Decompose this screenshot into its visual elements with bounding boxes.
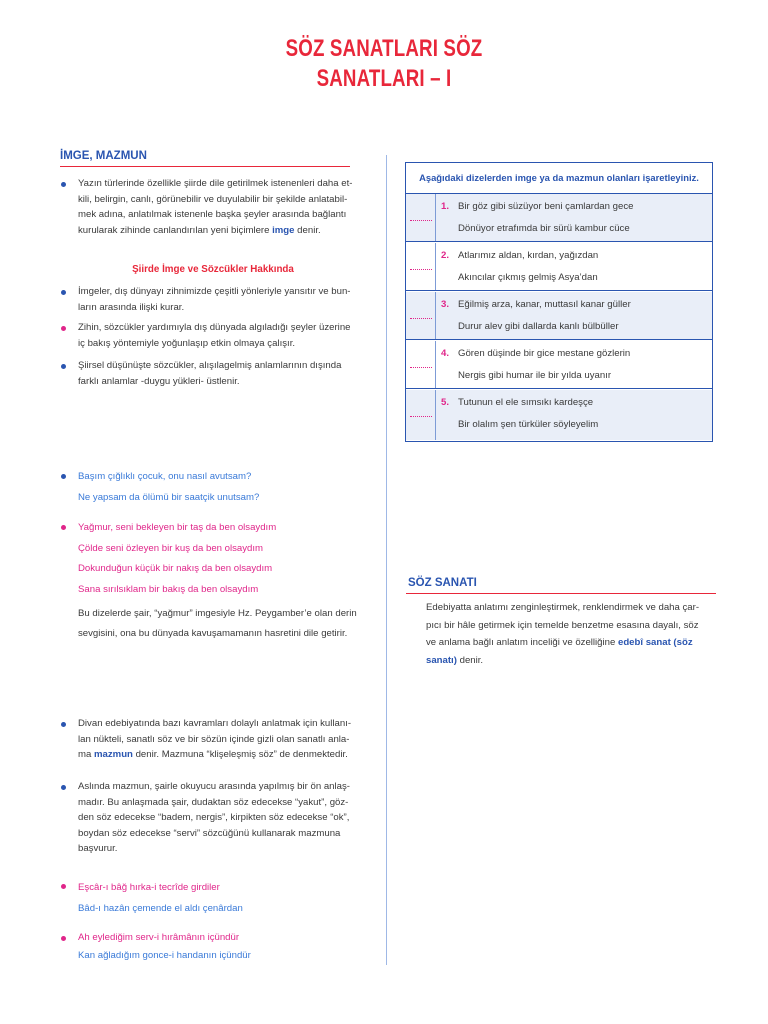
mazmun-definition: Divan edebiyatında bazı kavramları dolaylı anlatmak için kullanı- lan nükteli, sanatlı söz ve bir sözün içinde gizli olan sanatlı anla- ma mazmun denir. Mazmuna “klişeleşmiş söz” de denmektedir. [78, 718, 352, 761]
section-heading-soz-sanati: SÖZ SANATI [408, 577, 477, 589]
point-2: Zihin, sözcükler yardımıyla dış dünyada algıladığı şeyler üzerine iç bakış yöntemiyle yoğunlaşıp etkin olmaya çalışır. [78, 322, 351, 349]
term-edebi-sanat: edebî sanat (söz [617, 637, 693, 648]
point-1: İmgeler, dış dünyayı zihnimizde çeşitli yönleriyle yansıtır ve bun- ların arasında ilişki kurar. [78, 286, 351, 313]
couplet-2: Ah eylediğim serv-i hırâmânın içündür Kan ağladığım gonce-i handanın içündür [78, 932, 251, 961]
exercise-item-5: 5. Tutunun el ele sımsıkı kardeşçe Bir olalım şen türküler söyleyelim [406, 390, 712, 440]
page-title-line-1: SÖZ SANATLARI SÖZ [285, 35, 483, 62]
soz-sanati-definition: Edebiyatta anlatımı zenginleştirmek, renklendirmek ve daha çar- pıcı bir hâle getirmek için temelde benzetme esasına dayalı, söz ve anlama bağlı anlatım inceliği ve özelliğine edebî sanat (söz sanatı) denir. [426, 602, 700, 666]
exercise-item-3: 3. Eğilmiş arza, kanar, muttasıl kanar güller Durur alev gibi dallarda kanlı bülbüller [406, 292, 712, 340]
exercise-item-1: 1. Bir göz gibi süzüyor beni çamlardan gece Dönüyor etrafımda bir sürü kambur cüce [406, 194, 712, 242]
heading-underline [60, 166, 350, 167]
bullet-icon [61, 525, 66, 530]
bullet-icon [61, 474, 66, 479]
column-divider [386, 155, 387, 965]
couplet-1: Eşcâr-ı bâğ hırka-i tecrîde girdiler Bâd-ı hazân çemende el aldı çenârdan [78, 882, 243, 914]
bullet-icon [61, 722, 66, 727]
point-3: Şiirsel düşünüşte sözcükler, alışılagelmiş anlamlarının dışında farklı anlamlar -duygu yükleri- üstlenir. [78, 360, 342, 387]
bullet-icon [61, 290, 66, 295]
exercise-box [405, 162, 713, 442]
page-title-line-2: SANATLARI – I [316, 65, 452, 92]
bullet-icon [61, 326, 66, 331]
mazmun-agreement: Aslında mazmun, şairle okuyucu arasında yapılmış bir ön anlaş- madır. Bu anlaşmada şair, dudaktan söz edecekse “yakut”, göz- den söz edecekse “badem, nergis”, kirpikten söz edecekse “ok”, boydan söz edecekse “servi” sözcüğünü kullanarak mazmuna başvurur. [78, 781, 350, 855]
bullet-icon [61, 936, 66, 941]
answer-blank[interactable] [410, 416, 432, 417]
heading-underline [406, 593, 716, 594]
answer-blank[interactable] [410, 367, 432, 368]
answer-blank[interactable] [410, 318, 432, 319]
section-heading-imge-mazmun: İMGE, MAZMUN [60, 150, 147, 162]
bullet-icon [61, 182, 66, 187]
term-imge: imge [272, 224, 295, 236]
answer-blank[interactable] [410, 220, 432, 221]
exercise-item-2: 2. Atlarımız aldan, kırdan, yağızdan Akıncılar çıkmış gelmiş Asya’dan [406, 243, 712, 291]
poem-explanation: Bu dizelerde şair, “yağmur” imgesiyle Hz. Peygamber’e olan derin sevgisini, ona bu dünyada kavuşamamanın hasretini dile getirir. [78, 608, 357, 639]
term-mazmun: mazmun [94, 749, 133, 761]
exercise-question: Aşağıdaki dizelerden imge ya da mazmun olanları işaretleyiniz. [406, 163, 712, 194]
bullet-icon [61, 364, 66, 369]
subheading-siirde-imge: Şiirde İmge ve Sözcükler Hakkında [132, 264, 294, 275]
bullet-icon [61, 785, 66, 790]
bullet-icon [61, 884, 66, 889]
exercise-item-4: 4. Gören düşinde bir gice mestane gözlerin Nergis gibi humar ile bir yılda uyanır [406, 341, 712, 389]
imge-definition: Yazın türlerinde özellikle şiirde dile getirilmek istenenleri daha et- kili, belirgin, canlı, görünebilir ve duyulabilir bir şekilde anlatabil- mek adına, anlatılmak istenenle başka şeyler arasında bağlantı kurularak zihinde canlandırılan yeni biçimlere imge denir. [78, 178, 353, 236]
poem-1: Başım çığlıklı çocuk, onu nasıl avutsam? Ne yapsam da ölümü bir saatçik unutsam? [78, 471, 260, 503]
poem-2: Yağmur, seni bekleyen bir taş da ben olsaydım Çölde seni özleyen bir kuş da ben olsaydım Dokunduğun küçük bir nakış da ben olsaydım Sana sırılsıklam bir bakış da ben olsaydım [78, 522, 277, 595]
answer-blank[interactable] [410, 269, 432, 270]
